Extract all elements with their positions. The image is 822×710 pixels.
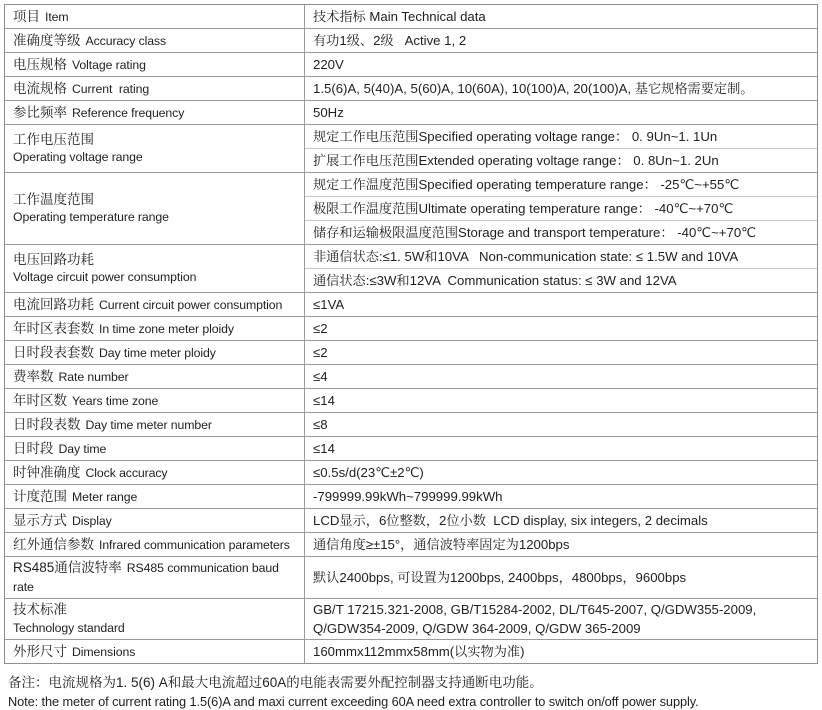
row-label: [5, 640, 305, 663]
row-label: [5, 413, 305, 437]
row-label: [5, 245, 305, 293]
row-label-en: Current circuit power consumption: [99, 297, 283, 312]
table-row: [5, 173, 817, 197]
row-label: [5, 509, 305, 533]
row-label-zh: 工作电压范围: [13, 131, 94, 147]
row-label-zh: 日时段表数: [13, 416, 81, 432]
row-label-zh: 电压回路功耗: [13, 251, 94, 267]
note-line-zh: 备注：电流规格为1. 5(6) A和最大电流超过60A的电能表需要外配控制器支持通断电功能。: [8, 674, 543, 690]
row-value: 1.5(6)A, 5(40)A, 5(60)A, 10(60A), 10(100)A, 20(100)A, 基它规格需要定制。: [305, 77, 817, 101]
row-label-en: Accuracy class: [85, 33, 167, 48]
row-label-en: Voltage rating: [72, 57, 146, 72]
row-value: 规定工作电压范围Specified operating voltage range： 0. 9Un~1. 1Un: [305, 125, 817, 149]
table-row: [5, 557, 817, 599]
row-label: [5, 53, 305, 77]
row-label-zh: 日时段: [13, 440, 54, 456]
row-label: [5, 125, 305, 173]
row-label-zh: 红外通信参数: [13, 536, 94, 552]
table-row: [5, 77, 817, 101]
row-label-en: Meter range: [72, 489, 138, 504]
table-row: [5, 29, 817, 53]
row-label-zh: 费率数: [13, 368, 54, 384]
table-row: [5, 341, 817, 365]
row-label-zh: 电流规格: [13, 80, 67, 96]
row-label: [5, 485, 305, 509]
row-value: 规定工作温度范围Specified operating temperature range： -25℃~+55℃: [305, 173, 817, 197]
row-label-zh: 项目: [13, 8, 40, 24]
table-row: [5, 5, 817, 29]
spec-table: [4, 4, 818, 664]
row-value: ≤0.5s/d(23℃±2℃): [305, 461, 817, 485]
table-row: [5, 437, 817, 461]
row-value: LCD显示，6位整数，2位小数 LCD display, six integers, 2 decimals: [305, 509, 817, 533]
row-label-en: Voltage circuit power consumption: [13, 270, 197, 285]
row-label: [5, 101, 305, 125]
row-label: [5, 437, 305, 461]
row-label-zh: 准确度等级: [13, 32, 81, 48]
row-value: ≤14: [305, 437, 817, 461]
table-row: [5, 389, 817, 413]
row-value: ≤8: [305, 413, 817, 437]
row-label-en: Dimensions: [72, 644, 136, 659]
row-label-en: Clock accuracy: [85, 465, 168, 480]
row-label-en: Technology standard: [13, 620, 125, 635]
table-row: [5, 365, 817, 389]
row-value: 通信角度≥±15°，通信波特率固定为1200bps: [305, 533, 817, 557]
row-label: [5, 557, 305, 599]
row-value: 极限工作温度范围Ultimate operating temperature range： -40℃~+70℃: [305, 197, 817, 221]
row-value: 技术指标 Main Technical data: [305, 5, 817, 29]
table-row: [5, 293, 817, 317]
row-label: [5, 29, 305, 53]
row-label: [5, 461, 305, 485]
row-value: ≤4: [305, 365, 817, 389]
row-label-zh: 时钟准确度: [13, 464, 81, 480]
note: [4, 664, 819, 710]
table-row: [5, 485, 817, 509]
row-label: [5, 599, 305, 640]
row-value: 220V: [305, 53, 817, 77]
row-value: ≤2: [305, 341, 817, 365]
row-label: [5, 317, 305, 341]
row-label-zh: 计度范围: [13, 488, 67, 504]
row-label-en: Day time meter number: [85, 417, 212, 432]
row-label-en: Day time meter ploidy: [99, 345, 216, 360]
row-label: [5, 77, 305, 101]
table-row: [5, 101, 817, 125]
table-row: [5, 125, 817, 149]
row-value: GB/T 17215.321-2008, GB/T15284-2002, DL/T645-2007, Q/GDW355-2009, Q/GDW354-2009, Q/GDW 364-2009, Q/GDW 365-2009: [305, 599, 817, 640]
row-label: [5, 389, 305, 413]
row-label: [5, 365, 305, 389]
row-label-zh: 外形尺寸: [13, 643, 67, 659]
row-value: 储存和运输极限温度范围Storage and transport temperature： -40℃~+70℃: [305, 221, 817, 245]
row-label-en: Operating voltage range: [13, 150, 143, 165]
row-label-zh: 电流回路功耗: [13, 296, 94, 312]
row-value: 160mmx112mmx58mm(以实物为准): [313, 643, 525, 659]
table-row: [5, 599, 817, 640]
row-value: ≤1VA: [305, 293, 817, 317]
table-row: [5, 461, 817, 485]
note-line-en: Note: the meter of current rating 1.5(6)A and maxi current exceeding 60A need extra controller to switch on/off power supply.: [8, 693, 699, 709]
row-value: 50Hz: [305, 101, 817, 125]
row-label-en: Reference frequency: [72, 105, 185, 120]
row-label-zh: 电压规格: [13, 56, 67, 72]
table-row: [5, 509, 817, 533]
row-label-zh: 参比频率: [13, 104, 67, 120]
row-value: 有功1级、2级 Active 1, 2: [305, 29, 817, 53]
row-label-zh: 技术标准: [13, 602, 67, 618]
row-label-en: Years time zone: [72, 393, 159, 408]
row-label: [5, 341, 305, 365]
row-label-en: Item: [45, 9, 69, 24]
table-row: [5, 245, 817, 269]
row-label: [5, 5, 305, 29]
row-value: 通信状态:≤3W和12VA Communication status: ≤ 3W and 12VA: [305, 269, 817, 293]
row-label-en: Rate number: [58, 369, 129, 384]
table-row: [5, 413, 817, 437]
row-label-zh: 显示方式: [13, 512, 67, 528]
row-label-en: Display: [72, 513, 112, 528]
row-label: [5, 173, 305, 245]
row-label-zh: 工作温度范围: [13, 191, 94, 207]
row-label-en: Operating temperature range: [13, 210, 169, 225]
table-row: [5, 53, 817, 77]
row-value: 非通信状态:≤1. 5W和10VA Non-communication state: ≤ 1.5W and 10VA: [305, 245, 817, 269]
row-label-zh: RS485通信波特率: [13, 560, 122, 575]
row-value: -799999.99kWh~799999.99kWh: [305, 485, 817, 509]
row-label-en: Current rating: [72, 81, 150, 96]
table-row: [5, 640, 817, 663]
row-label-en: Day time: [58, 441, 107, 456]
row-label: [5, 293, 305, 317]
row-label: [5, 533, 305, 557]
row-value: 默认2400bps, 可设置为1200bps, 2400bps，4800bps，9600bps: [305, 557, 817, 599]
row-value: ≤2: [305, 317, 817, 341]
row-label-zh: 年时区表套数: [13, 320, 94, 336]
row-label-en: In time zone meter ploidy: [99, 321, 234, 336]
row-value: 扩展工作电压范围Extended operating voltage range： 0. 8Un~1. 2Un: [305, 149, 817, 173]
row-label-zh: 年时区数: [13, 392, 67, 408]
row-label-zh: 日时段表套数: [13, 344, 94, 360]
row-label-en: Infrared communication parameters: [99, 537, 290, 552]
table-row: [5, 533, 817, 557]
row-label-en: RS485 communication baud rate: [13, 561, 283, 594]
table-row: [5, 317, 817, 341]
row-value: ≤14: [305, 389, 817, 413]
